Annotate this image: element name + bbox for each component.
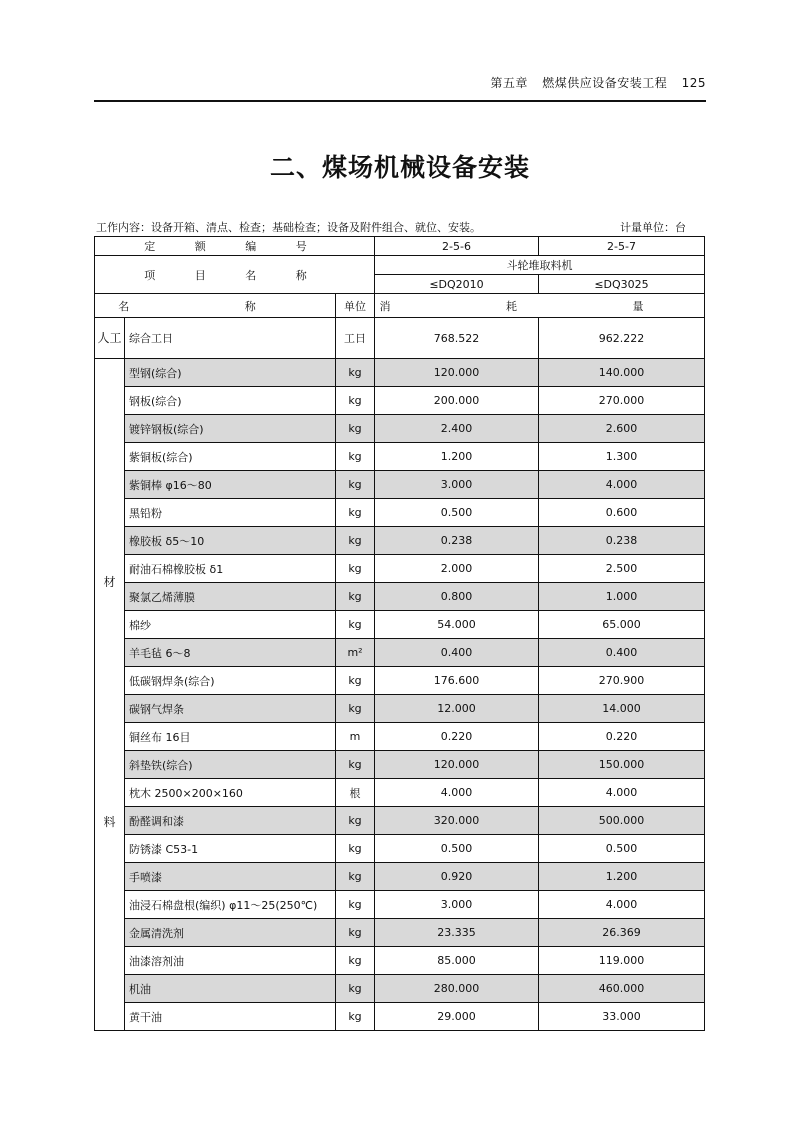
material-unit: kg [336,387,375,415]
labor-category: 人工 [95,318,125,359]
work-content: 工作内容：设备开箱、清点、检查；基础检查；设备及附件组合、就位、安装。 [96,221,481,234]
equipment-name: 斗轮堆取料机 [375,256,705,275]
item-name-label: 项 目 名 称 [95,256,375,294]
header-row-equipment [95,256,705,275]
material-unit: kg [336,863,375,891]
material-row [95,947,705,975]
material-value: 280.000 [375,975,539,1003]
material-name: 斜垫铁(综合) [125,751,336,779]
material-value: 0.920 [375,863,539,891]
chapter-label: 第五章 [490,76,528,90]
running-head [94,74,706,91]
material-value: 14.000 [539,695,705,723]
material-name: 橡胶板 δ5～10 [125,527,336,555]
material-value: 140.000 [539,359,705,387]
material-unit: kg [336,919,375,947]
material-value: 26.369 [539,919,705,947]
section-label: 燃煤供应设备安装工程 [542,76,668,90]
material-row [95,555,705,583]
material-value: 176.600 [375,667,539,695]
material-row [95,919,705,947]
material-row [95,723,705,751]
material-name: 低碳钢焊条(综合) [125,667,336,695]
code-cell: 2-5-7 [539,237,705,256]
material-name: 碳钢气焊条 [125,695,336,723]
material-value: 0.400 [375,639,539,667]
materials-category [95,359,125,1031]
materials-category-char: 材 [103,575,116,589]
name-column-header: 名 称 [95,294,336,318]
material-row [95,359,705,387]
material-value: 0.500 [375,499,539,527]
material-unit: kg [336,751,375,779]
material-row [95,751,705,779]
page-number: 125 [681,76,706,90]
material-name: 机油 [125,975,336,1003]
material-value: 3.000 [375,471,539,499]
material-value: 23.335 [375,919,539,947]
material-name: 聚氯乙烯薄膜 [125,583,336,611]
header-row-codes [95,237,705,256]
material-unit: kg [336,1003,375,1031]
material-value: 119.000 [539,947,705,975]
material-row [95,891,705,919]
quota-code-label: 定 额 编 号 [95,237,375,256]
material-unit: kg [336,667,375,695]
material-unit: kg [336,807,375,835]
material-unit: kg [336,471,375,499]
material-unit: m [336,723,375,751]
material-row [95,387,705,415]
material-unit: kg [336,835,375,863]
material-unit: kg [336,695,375,723]
material-row [95,695,705,723]
material-value: 54.000 [375,611,539,639]
material-row [95,779,705,807]
material-value: 270.900 [539,667,705,695]
material-row [95,639,705,667]
material-value: 4.000 [539,471,705,499]
material-value: 4.000 [539,779,705,807]
header-row-columns [95,294,705,318]
quota-table [94,236,705,1031]
material-row [95,471,705,499]
material-value: 4.000 [375,779,539,807]
material-row [95,667,705,695]
labor-value: 768.522 [375,318,539,359]
material-name: 型钢(综合) [125,359,336,387]
material-name: 钢板(综合) [125,387,336,415]
material-name: 铜丝布 16目 [125,723,336,751]
material-value: 0.500 [539,835,705,863]
material-name: 棉纱 [125,611,336,639]
material-name: 紫铜板(综合) [125,443,336,471]
material-row [95,1003,705,1031]
material-unit: kg [336,975,375,1003]
material-value: 2.500 [539,555,705,583]
material-value: 200.000 [375,387,539,415]
material-value: 65.000 [539,611,705,639]
material-value: 0.220 [375,723,539,751]
material-value: 2.000 [375,555,539,583]
material-value: 0.600 [539,499,705,527]
material-name: 手喷漆 [125,863,336,891]
labor-unit: 工日 [336,318,375,359]
material-row [95,499,705,527]
material-value: 2.400 [375,415,539,443]
code-cell: 2-5-6 [375,237,539,256]
material-value: 2.600 [539,415,705,443]
material-unit: kg [336,415,375,443]
material-unit: kg [336,611,375,639]
labor-value: 962.222 [539,318,705,359]
material-value: 29.000 [375,1003,539,1031]
material-name: 油浸石棉盘根(编织) φ11～25(250℃) [125,891,336,919]
material-name: 耐油石棉橡胶板 δ1 [125,555,336,583]
material-value: 120.000 [375,751,539,779]
material-name: 黑铅粉 [125,499,336,527]
material-value: 320.000 [375,807,539,835]
material-unit: kg [336,891,375,919]
spec-cell: ≤DQ2010 [375,275,539,294]
material-value: 33.000 [539,1003,705,1031]
material-name: 防锈漆 C53-1 [125,835,336,863]
material-value: 150.000 [539,751,705,779]
material-value: 1.000 [539,583,705,611]
material-row [95,807,705,835]
material-unit: 根 [336,779,375,807]
material-name: 金属清洗剂 [125,919,336,947]
material-unit: kg [336,947,375,975]
unit-column-header: 单位 [336,294,375,318]
material-unit: kg [336,527,375,555]
material-value: 120.000 [375,359,539,387]
page-title: 二、煤场机械设备安装 [269,153,530,182]
material-unit: kg [336,443,375,471]
material-unit: kg [336,583,375,611]
material-unit: m² [336,639,375,667]
material-value: 1.200 [375,443,539,471]
material-value: 0.238 [539,527,705,555]
material-name: 羊毛毡 6～8 [125,639,336,667]
material-value: 0.800 [375,583,539,611]
measure-unit: 计量单位：台 [620,221,686,234]
header-rule [94,100,706,102]
material-row [95,975,705,1003]
material-name: 油漆溶剂油 [125,947,336,975]
material-name: 黄干油 [125,1003,336,1031]
material-name: 酚醛调和漆 [125,807,336,835]
material-row [95,443,705,471]
material-value: 1.200 [539,863,705,891]
work-content-line [96,219,692,235]
material-value: 12.000 [375,695,539,723]
material-value: 460.000 [539,975,705,1003]
materials-category-char: 料 [103,815,116,829]
material-row [95,415,705,443]
labor-row [95,318,705,359]
material-row [95,611,705,639]
labor-name: 综合工日 [125,318,336,359]
material-value: 3.000 [375,891,539,919]
consumption-header: 消 耗 量 [375,294,705,318]
material-unit: kg [336,359,375,387]
material-value: 0.220 [539,723,705,751]
material-name: 紫铜棒 φ16～80 [125,471,336,499]
material-value: 85.000 [375,947,539,975]
material-value: 0.500 [375,835,539,863]
material-value: 1.300 [539,443,705,471]
material-unit: kg [336,555,375,583]
spec-cell: ≤DQ3025 [539,275,705,294]
material-row [95,863,705,891]
material-row [95,835,705,863]
material-value: 500.000 [539,807,705,835]
material-name: 枕木 2500×200×160 [125,779,336,807]
material-value: 270.000 [539,387,705,415]
material-value: 4.000 [539,891,705,919]
material-value: 0.400 [539,639,705,667]
material-unit: kg [336,499,375,527]
material-row [95,527,705,555]
material-name: 镀锌钢板(综合) [125,415,336,443]
material-row [95,583,705,611]
material-value: 0.238 [375,527,539,555]
